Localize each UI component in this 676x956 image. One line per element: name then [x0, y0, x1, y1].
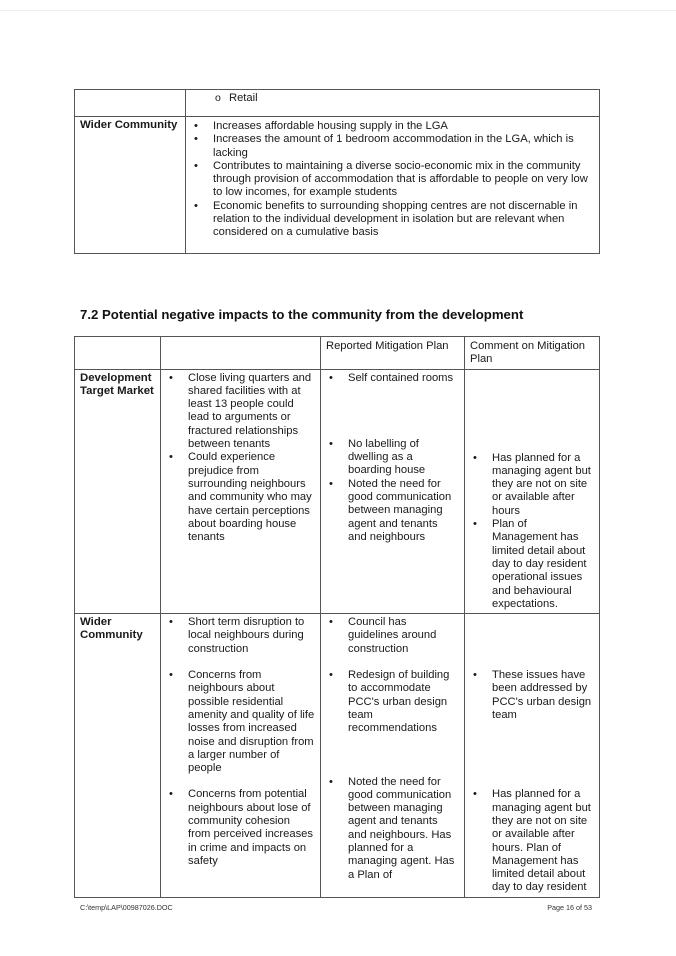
benefits-table — [74, 89, 600, 254]
list-item: • Redesign of building to accommodate PCC's urban design team recommendations — [326, 669, 459, 735]
list-item: • No labelling of dwelling as a boarding house — [326, 438, 459, 478]
list-item: • Noted the need for good communication between managing agent and tenants and neighbours. Has planned for a managing agent. Has a Plan of — [326, 776, 459, 882]
table-cell-empty — [75, 90, 186, 117]
table-row — [75, 614, 600, 898]
table-row — [75, 117, 600, 254]
header-cell-empty — [75, 337, 161, 370]
list-item: • Plan of Management has limited detail about day to day resident operational issues and behavioural expectations. — [470, 518, 594, 611]
table-cell — [465, 614, 600, 898]
list-item: • Council has guidelines around construction — [326, 616, 459, 656]
list-item: • Has planned for a managing agent but they are not on site or available after hours — [470, 452, 594, 518]
table-row — [75, 90, 600, 117]
list-item: • Increases affordable housing supply in the LGA — [191, 120, 594, 133]
table-cell — [161, 614, 321, 898]
list-item: • Close living quarters and shared facilities with at least 13 people could lead to arguments or fractured relationships between tenants — [166, 372, 315, 452]
row-heading: Development Target Market — [75, 369, 161, 614]
list-item: • Concerns from potential neighbours about lose of community cohesion from perceived increases in crime and impacts on safety — [166, 788, 315, 868]
table-cell — [186, 90, 600, 117]
list-item: • Noted the need for good communication between managing agent and tenants and neighbours — [326, 478, 459, 544]
list-item: • Contributes to maintaining a diverse socio-economic mix in the community through provision of accommodation that is affordable to people on very low to low incomes, for example students — [191, 160, 594, 200]
table-row — [75, 369, 600, 614]
table-cell — [186, 117, 600, 254]
header-cell-empty — [161, 337, 321, 370]
table-header-row — [75, 337, 600, 370]
list-item: • Concerns from neighbours about possible residential amenity and quality of life losses from increased noise and disruption from a larger number of people — [166, 669, 315, 775]
list-item: • These issues have been addressed by PCC's urban design team — [470, 669, 594, 722]
list-item: • Has planned for a managing agent but they are not on site or available after hours. Plan of Management has limited detail about day to day resident — [470, 788, 594, 894]
table-cell — [321, 614, 465, 898]
list-item: • Self contained rooms — [326, 372, 459, 385]
negative-impacts-table — [74, 336, 600, 898]
footer-file-path: C:\temp\LAP\00987026.DOC — [80, 903, 173, 912]
table-cell — [161, 369, 321, 614]
table-cell — [321, 369, 465, 614]
header-comment: Comment on Mitigation Plan — [465, 337, 600, 370]
section-heading: 7.2 Potential negative impacts to the community from the development — [80, 307, 524, 322]
header-mitigation: Reported Mitigation Plan — [321, 337, 465, 370]
list-item: • Could experience prejudice from surrounding neighbours and community who may have certain perceptions about boarding house tenants — [166, 451, 315, 544]
list-item: o Retail — [191, 92, 594, 105]
footer-page-number: Page 16 of 53 — [547, 903, 592, 912]
scan-artifact-line — [0, 10, 676, 11]
list-item: • Short term disruption to local neighbours during construction — [166, 616, 315, 656]
list-item: • Increases the amount of 1 bedroom accommodation in the LGA, which is lacking — [191, 133, 594, 160]
row-heading: Wider Community — [75, 117, 186, 254]
list-item: • Economic benefits to surrounding shopping centres are not discernable in relation to the individual development in isolation but are relevant when considered on a cumulative basis — [191, 200, 594, 240]
table-cell — [465, 369, 600, 614]
row-heading: Wider Community — [75, 614, 161, 898]
